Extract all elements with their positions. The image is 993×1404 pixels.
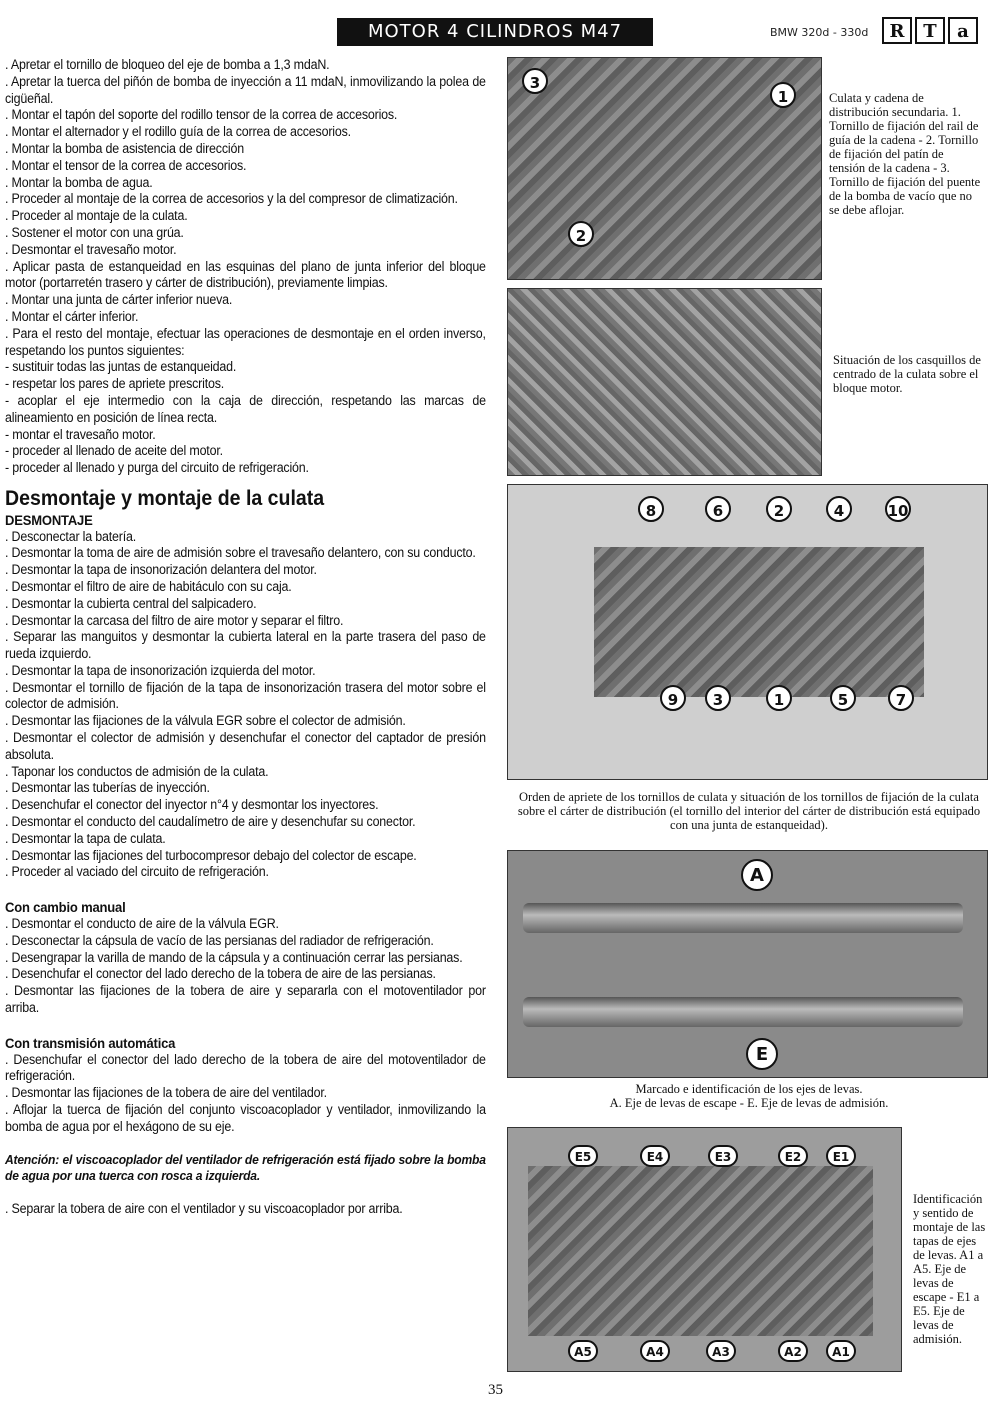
bolt-order-label: 1: [766, 685, 792, 711]
step-line: . Desmontar el filtro de aire de habitáculo con su caja.: [5, 578, 292, 594]
callout-label: 2: [568, 221, 594, 247]
figure-head-dowels: [507, 288, 822, 476]
step-line: . Proceder al montaje de la culata.: [5, 208, 188, 224]
step-line: . Desmontar el conducto de aire de la válvula EGR.: [5, 916, 279, 932]
final-step: . Separar la tobera de aire con el ventilador y su viscoacoplador por arriba.: [5, 1201, 403, 1217]
intake-camshaft: [523, 997, 963, 1027]
caption-line: Marcado e identificación de los ejes de levas.: [635, 1082, 863, 1096]
figure-cylinder-head-chain: [507, 57, 822, 280]
figure-caption: Situación de los casquillos de centrado de la culata sobre el bloque motor.: [833, 353, 981, 395]
step-line: . Para el resto del montaje, efectuar las operaciones de desmontaje en el orden inverso, respetando los puntos siguientes:: [5, 325, 486, 358]
bolt-order-label: 9: [660, 685, 686, 711]
subsection-title: DESMONTAJE: [5, 511, 93, 528]
bolt-order-label: 8: [638, 496, 664, 522]
step-line: . Desmontar la toma de aire de admisión sobre el travesaño delantero, con su conducto.: [5, 545, 476, 561]
cap-label: A5: [568, 1340, 598, 1362]
step-line: . Proceder al montaje de la correa de accesorios y la del compresor de climatización.: [5, 191, 458, 207]
step-line: . Desmontar las fijaciones de la tobera de aire del ventilador.: [5, 1085, 327, 1101]
callout-label: 1: [770, 82, 796, 108]
step-line: . Desconectar la cápsula de vacío de las persianas del radiador de refrigeración.: [5, 932, 434, 948]
step-line: . Desmontar la tapa de insonorización izquierda del motor.: [5, 662, 316, 678]
step-line: . Desmontar las tuberías de inyección.: [5, 780, 210, 796]
step-line: - respetar los pares de apriete prescritos.: [5, 376, 225, 392]
bolt-order-label: 2: [766, 496, 792, 522]
step-line: . Apretar la tuerca del piñón de bomba de inyección a 11 mdaN, inmovilizando la polea de cigüeñal.: [5, 73, 486, 106]
step-line: . Montar el tapón del soporte del rodillo tensor de la correa de accesorios.: [5, 107, 398, 123]
figure-head-bolt-order: [507, 484, 988, 780]
warning-note: Atención: el viscoacoplador del ventilador de refrigeración está fijado sobre la bomba de agua por una tuerca con rosca a izquierda.: [5, 1151, 486, 1184]
step-line: . Desmontar el tornillo de fijación de la tapa de insonorización trasera del motor sobre el colector de admisión.: [5, 679, 486, 712]
bolt-order-label: 10: [885, 496, 911, 522]
step-line: . Montar el cárter inferior.: [5, 308, 139, 324]
step-line: . Aflojar la tuerca de fijación del conjunto viscoacoplador y ventilador, inmovilizando la bomba de agua por el hexágono de su eje.: [5, 1102, 486, 1134]
step-line: . Desmontar la tapa de insonorización delantera del motor.: [5, 562, 317, 578]
left-text-column: [5, 57, 486, 1218]
figure-caption: [509, 1082, 989, 1110]
step-line: - montar el travesaño motor.: [5, 426, 156, 442]
cap-label: A3: [706, 1340, 736, 1362]
figure-caption: Orden de apriete de los tornillos de culata y situación de los tornillos de fijación de la culata sobre el cárter de distribución (el tornillo del interior del cárter de distribución está equipado con una junta de estanqueidad).: [517, 790, 981, 832]
step-line: . Montar la bomba de asistencia de dirección: [5, 140, 244, 156]
camshaft-label: A: [741, 859, 773, 891]
step-line: . Montar la bomba de agua.: [5, 174, 153, 190]
step-line: . Desmontar el travesaño motor.: [5, 241, 177, 257]
auto-steps: [5, 1052, 486, 1136]
step-line: . Desmontar las fijaciones de la válvula EGR sobre el colector de admisión.: [5, 713, 406, 729]
step-line: . Desconectar la batería.: [5, 528, 137, 544]
step-line: . Desenchufar el conector del inyector n°4 y desmontar los inyectores.: [5, 797, 379, 813]
page-banner: MOTOR 4 CILINDROS M47: [337, 18, 653, 46]
cap-label: A4: [640, 1340, 670, 1362]
logo-letter: R: [882, 17, 912, 44]
step-line: . Desmontar las fijaciones del turbocompresor debajo del colector de escape.: [5, 847, 417, 863]
figure-camshafts: [507, 850, 988, 1078]
step-line: . Sostener el motor con una grúa.: [5, 224, 184, 240]
rta-logo: [882, 17, 978, 44]
step-line: . Desmontar la cubierta central del salpicadero.: [5, 595, 257, 611]
bolt-order-label: 6: [705, 496, 731, 522]
cap-label: E3: [708, 1145, 738, 1167]
step-line: . Desmontar la carcasa del filtro de aire motor y separar el filtro.: [5, 612, 344, 628]
step-line: - sustituir todas las juntas de estanqueidad.: [5, 359, 237, 375]
step-line: . Apretar el tornillo de bloqueo del eje de bomba a 1,3 mdaN.: [5, 57, 330, 72]
caption-line: A. Eje de levas de escape - E. Eje de levas de admisión.: [609, 1096, 889, 1110]
step-line: . Montar el alternador y el rodillo guía de la correa de accesorios.: [5, 124, 351, 140]
step-line: . Desengrapar la varilla de mando de la cápsula y a continuación cerrar las persianas.: [5, 949, 463, 965]
page-number: 35: [488, 1382, 503, 1398]
cap-label: E2: [778, 1145, 808, 1167]
cap-label: A2: [778, 1340, 808, 1362]
cam-caps-photo: [528, 1166, 873, 1336]
figure-caption: Identificación y sentido de montaje de las tapas de ejes de levas. A1 a A5. Eje de levas de escape - E1 a E5. Eje de levas de admisión.: [913, 1192, 986, 1346]
exhaust-camshaft: [523, 903, 963, 933]
step-line: - acoplar el eje intermedio con la caja de dirección, respetando las marcas de alineamiento en posición de línea recta.: [5, 392, 486, 425]
section-title: Desmontaje y montaje de la culata: [5, 486, 325, 510]
step-line: - proceder al llenado y purga del circuito de refrigeración.: [5, 460, 309, 476]
step-line: . Montar una junta de cárter inferior nueva.: [5, 292, 233, 308]
step-line: . Aplicar pasta de estanqueidad en las esquinas del plano de junta inferior del bloque motor (portarretén trasero y cárter de distribución), previamente limpias.: [5, 258, 486, 291]
step-line: . Taponar los conductos de admisión de la culata.: [5, 763, 269, 779]
intro-steps: [5, 57, 486, 477]
bolt-order-label: 5: [830, 685, 856, 711]
callout-label: 3: [522, 68, 548, 94]
step-line: - proceder al llenado de aceite del motor.: [5, 443, 223, 459]
figure-camshaft-caps: [507, 1127, 902, 1372]
camshaft-label: E: [746, 1038, 778, 1070]
model-label: BMW 320d - 330d: [770, 26, 869, 39]
step-line: . Proceder al vaciado del circuito de refrigeración.: [5, 864, 269, 880]
cap-label: E4: [640, 1145, 670, 1167]
manual-title: Con cambio manual: [5, 899, 126, 916]
step-line: . Separar las manguitos y desmontar la cubierta lateral en la parte trasera del paso de rueda izquierdo.: [5, 629, 486, 662]
cap-label: E5: [568, 1145, 598, 1167]
step-line: . Desmontar las fijaciones de la tobera de aire y separarla con el motoventilador por arriba.: [5, 983, 486, 1016]
cylinder-head-photo: [594, 547, 924, 697]
manual-steps: [5, 916, 486, 1017]
logo-letter: a: [948, 17, 978, 44]
auto-title: Con transmisión automática: [5, 1034, 176, 1051]
bolt-order-label: 4: [826, 496, 852, 522]
step-line: . Desmontar la tapa de culata.: [5, 830, 166, 846]
step-line: . Montar el tensor de la correa de accesorios.: [5, 157, 247, 173]
desmontaje-steps: [5, 529, 486, 882]
figure-caption: Culata y cadena de distribución secundaria. 1. Tornillo de fijación del rail de guía de la cadena - 2. Tornillo de fijación del patín de tensión de la cadena - 3. Tornillo de fijación del puente de la bomba de vacío que no se debe aflojar.: [829, 91, 981, 217]
step-line: . Desmontar el colector de admisión y desenchufar el conector del captador de presión absoluta.: [5, 730, 486, 762]
logo-letter: T: [915, 17, 945, 44]
step-line: . Desenchufar el conector del lado derecho de la tobera de aire de las persianas.: [5, 966, 436, 982]
bolt-order-label: 3: [705, 685, 731, 711]
bolt-order-label: 7: [888, 685, 914, 711]
step-line: . Desenchufar el conector del lado derecho de la tobera de aire del motoventilador de refrigeración.: [5, 1051, 486, 1084]
step-line: . Desmontar el conducto del caudalímetro de aire y desenchufar su conector.: [5, 814, 416, 830]
cap-label: A1: [826, 1340, 856, 1362]
cap-label: E1: [826, 1145, 856, 1167]
